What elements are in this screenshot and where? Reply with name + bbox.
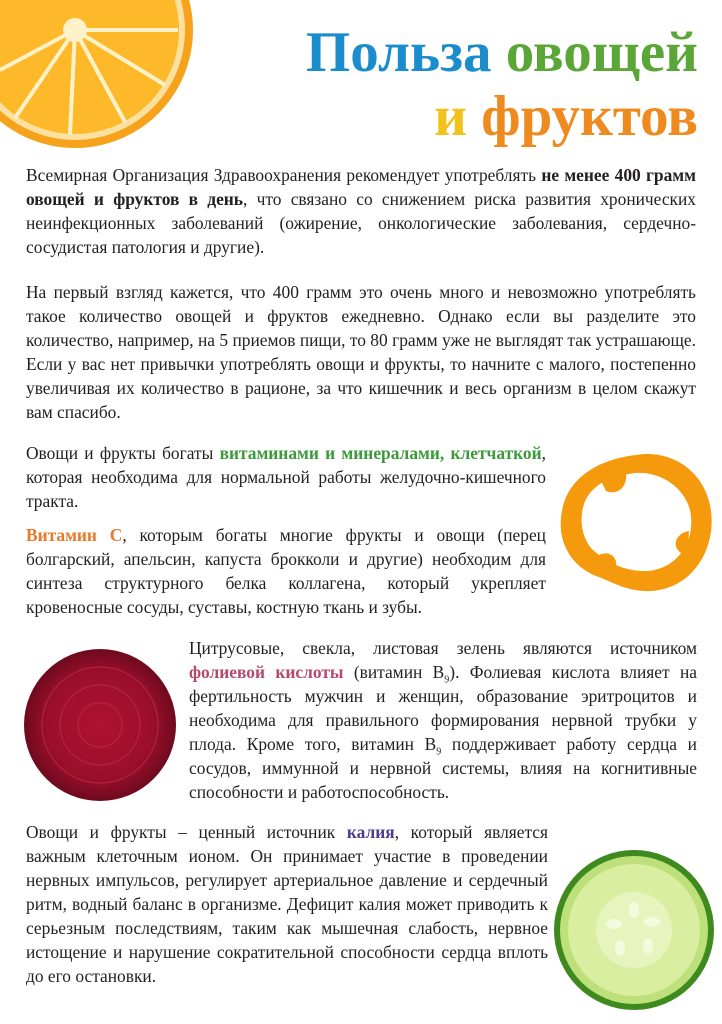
cucumber-slice-image xyxy=(552,848,716,1012)
paragraph-vitamins-fiber xyxy=(26,441,546,513)
page-title-line-2 xyxy=(434,86,698,148)
p3-text-c: , которая необходима для нормальной работы желудочно-кишечного тракта. xyxy=(26,443,546,511)
p4-orange-vitamin-c: Витамин С xyxy=(26,525,123,545)
p6-text-c: , который является важным клеточным ионом. Он принимает участие в проведении нервных импульсов, регулирует артериальное давление и сердечный ритм, водный баланс в организме. Дефицит калия может приводить к серьезным последствиям, таким как мышечная слабость, нервное истощение и нарушение сократительной способности сердца вплоть до его остановки. xyxy=(26,822,548,986)
p1-text-c: , что связано со снижением риска развития хронических неинфекционных заболеваний (ожирение, онкологические заболевания, сердечно-сосудистая патология и другие). xyxy=(26,189,697,257)
p1-bold-amount: не менее 400 грамм овощей и фруктов в день xyxy=(26,165,696,209)
p5-pink-folic-acid: фолиевой кислоты xyxy=(189,662,344,682)
p2-text: На первый взгляд кажется, что 400 грамм это очень много и невозможно употреблять такое количество овощей и фруктов ежедневно. Однако если вы разделите это количество, например, на 5 приемов пищи, то 80 грамм уже не выглядят так устрашающе. Если у вас нет привычки употреблять овощи и фрукты, то начните с малого, постепенно увеличивая их количество в рационе, за что кишечник и весь организм в целом скажут вам спасибо. xyxy=(26,282,696,422)
p5-text-d: ). Фолиевая кислота влияет на фертильность мужчин и женщин, образование эритроцитов и необходима для правильного формирования нервной трубки у плода. Кроме того, витамин В xyxy=(189,662,697,754)
title-word-i: и xyxy=(434,85,467,148)
p5-text-c: (витамин В xyxy=(343,662,445,682)
paragraph-vitamin-c xyxy=(26,523,546,619)
beet-slice-image xyxy=(20,645,180,805)
p3-green-vitamins: витаминами и минералами, клетчаткой xyxy=(219,443,542,463)
orange-slice-image xyxy=(0,0,200,150)
p5-text-e: поддерживает работу сердца и сосудов, иммунной и нервной системы, влияя на когнитивные способности и работоспособность. xyxy=(189,734,697,802)
p1-text-a: Всемирная Организация Здравоохранения рекомендует употреблять xyxy=(26,165,542,185)
paragraph-who-recommendation xyxy=(26,163,696,259)
title-word-ovoshchei: овощей xyxy=(505,21,698,84)
pepper-ring-image xyxy=(556,451,716,593)
p6-purple-potassium: калия xyxy=(346,822,395,842)
page-title-line-1 xyxy=(306,22,698,84)
p6-text-a: Овощи и фрукты – ценный источник xyxy=(26,822,347,842)
paragraph-400-grams xyxy=(26,280,696,424)
p5-text-a: Цитрусовые, свекла, листовая зелень являются источником xyxy=(189,638,697,658)
p5-subscript-9: 9 xyxy=(444,674,450,686)
paragraph-potassium xyxy=(26,820,548,988)
paragraph-folic-acid xyxy=(189,636,697,804)
title-word-fruktov: фруктов xyxy=(481,85,698,148)
p5-subscript-9-second: 9 xyxy=(436,746,442,758)
title-word-polza: Польза xyxy=(305,21,492,84)
p4-text-b: , которым богаты многие фрукты и овощи (перец болгарский, апельсин, капуста брокколи и другие) необходим для синтеза структурного белка коллагена, который укрепляет кровеносные сосуды, суставы, костную ткань и зубы. xyxy=(26,525,546,617)
p3-text-a: Овощи и фрукты богаты xyxy=(26,443,220,463)
